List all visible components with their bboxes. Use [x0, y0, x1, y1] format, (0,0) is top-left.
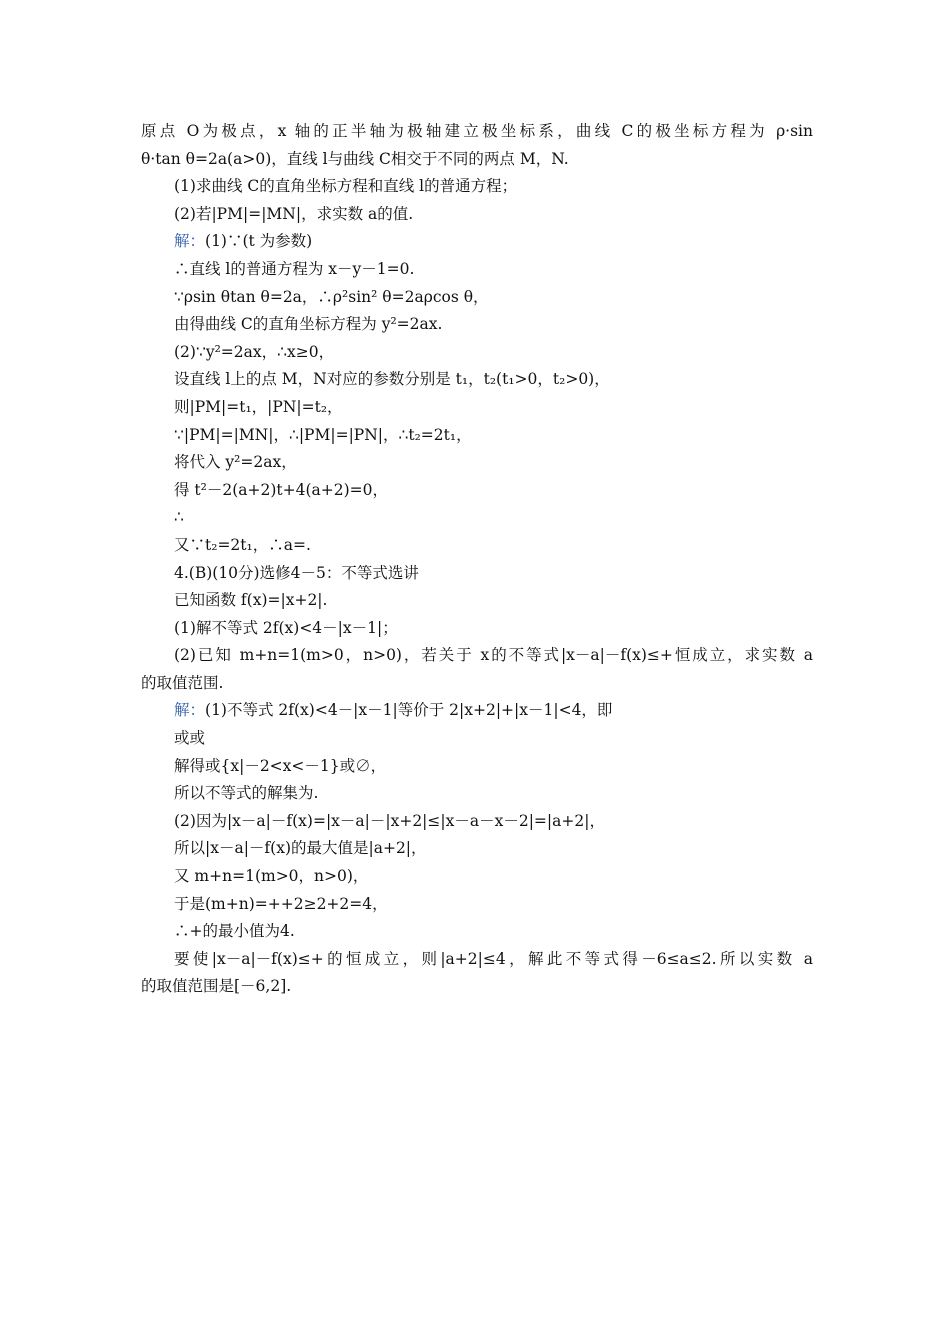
- line-text: (2)若|PM|=|MN|，求实数 a的值.: [174, 204, 414, 223]
- line-text: 设直线 l上的点 M，N对应的参数分别是 t₁，t₂(t₁>0，t₂>0)，: [174, 370, 610, 389]
- text-line: [141, 394, 813, 422]
- document-body: [141, 118, 813, 1001]
- text-line: [141, 311, 813, 339]
- text-line: [141, 725, 813, 753]
- line-text: (2)因为|x－a|－f(x)=|x－a|－|x+2|≤|x－a－x－2|=|a+2|，: [174, 811, 605, 830]
- line-text: 或或: [174, 729, 206, 748]
- line-text: (1)求曲线 C的直角坐标方程和直线 l的普通方程；: [174, 177, 518, 196]
- line-text: 所以不等式的解集为.: [174, 784, 319, 803]
- text-line: [141, 477, 813, 505]
- text-line: [141, 642, 813, 670]
- text-line: [141, 173, 813, 201]
- line-text: 则|PM|=t₁，|PN|=t₂，: [174, 397, 343, 416]
- line-text: 的取值范围.: [141, 673, 224, 692]
- solution-label: 解：: [174, 701, 206, 720]
- line-text: θ·tan θ=2a(a>0)，直线 l与曲线 C相交于不同的两点 M，N.: [141, 149, 569, 168]
- text-line: [141, 146, 813, 174]
- text-line: [141, 753, 813, 781]
- solution-line: [141, 697, 813, 725]
- line-text: 由得曲线 C的直角坐标方程为 y²=2ax.: [174, 315, 443, 334]
- text-line: [141, 780, 813, 808]
- line-text: 要使|x－a|－f(x)≤+的恒成立，则|a+2|≤4，解此不等式得－6≤a≤2.所以实数 a: [174, 949, 813, 968]
- line-text: (1)不等式 2f(x)<4－|x－1|等价于 2|x+2|+|x－1|<4，即: [205, 701, 613, 720]
- text-line: [141, 284, 813, 312]
- line-text: (2)∵y²=2ax，∴x≥0，: [174, 342, 335, 361]
- line-text: 原点 O为极点，x 轴的正半轴为极轴建立极坐标系，曲线 C的极坐标方程为 ρ·sin: [141, 122, 813, 140]
- text-line: [141, 615, 813, 643]
- line-text: 已知函数 f(x)=|x+2|.: [174, 591, 328, 610]
- text-line: [141, 808, 813, 836]
- text-line: [141, 863, 813, 891]
- line-text: ∴直线 l的普通方程为 x－y－1=0.: [174, 259, 415, 278]
- text-line: [141, 532, 813, 560]
- line-text: 所以|x－a|－f(x)的最大值是|a+2|，: [174, 839, 427, 858]
- line-text: 又∵t₂=2t₁，∴a=.: [174, 535, 311, 554]
- text-line: [141, 449, 813, 477]
- text-line: [141, 339, 813, 367]
- line-text: 解得或{x|－2<x<－1}或∅，: [174, 756, 387, 775]
- text-line: [141, 835, 813, 863]
- text-line: [141, 973, 813, 1001]
- text-line: [141, 366, 813, 394]
- text-line: [141, 891, 813, 919]
- line-text: (1)解不等式 2f(x)<4－|x－1|；: [174, 618, 398, 637]
- text-line: [141, 504, 813, 532]
- line-text: 将代入 y²=2ax，: [174, 453, 297, 472]
- solution-line: [141, 228, 813, 256]
- line-text: 的取值范围是[－6,2].: [141, 977, 292, 996]
- line-text: ∵|PM|=|MN|，∴|PM|=|PN|，∴t₂=2t₁，: [174, 425, 472, 444]
- line-text: 得 t²－2(a+2)t+4(a+2)=0，: [174, 480, 389, 499]
- line-text: (2)已知 m+n=1(m>0，n>0)，若关于 x的不等式|x－a|－f(x)≤+恒成立，求实数 a: [174, 646, 813, 665]
- text-line: [141, 422, 813, 450]
- line-text: ∴: [174, 508, 184, 527]
- text-line: [141, 946, 813, 974]
- text-line: [141, 560, 813, 588]
- line-text: ∵ρsin θtan θ=2a，∴ρ²sin² θ=2aρcos θ，: [174, 287, 489, 306]
- line-text: 于是(m+n)=++2≥2+2=4，: [174, 894, 388, 913]
- text-line: [141, 256, 813, 284]
- line-text: 4.(B)(10分)选修4－5：不等式选讲: [174, 563, 419, 582]
- text-line: [141, 118, 813, 146]
- solution-label: 解：: [174, 232, 206, 251]
- text-line: [141, 587, 813, 615]
- line-text: 又 m+n=1(m>0，n>0)，: [174, 867, 369, 886]
- text-line: [141, 201, 813, 229]
- line-text: ∴+的最小值为4.: [174, 922, 295, 941]
- line-text: (1)∵(t 为参数): [205, 232, 313, 251]
- text-line: [141, 918, 813, 946]
- text-line: [141, 670, 813, 698]
